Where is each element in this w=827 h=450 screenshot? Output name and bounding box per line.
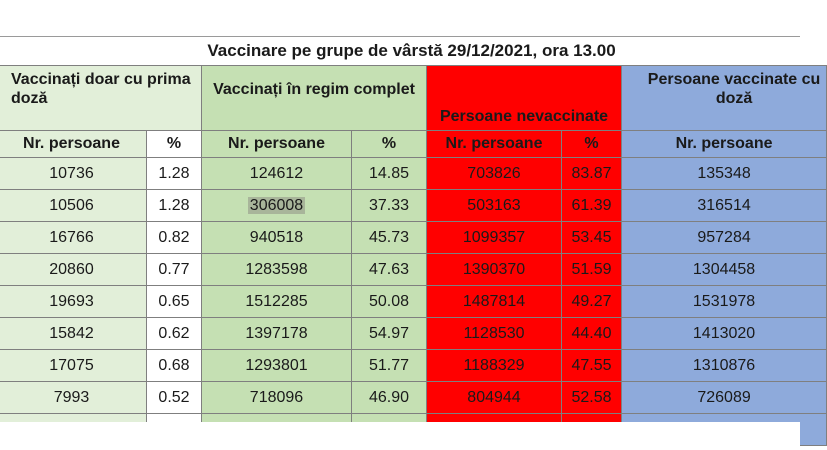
cell-unvaccinated-count: 1390370 xyxy=(427,254,562,286)
cell-booster-count: 135348 xyxy=(622,158,827,190)
cell-complete-count xyxy=(202,190,352,222)
header-booster: Persoane vaccinate cu doză xyxy=(622,66,827,131)
cell-unvaccinated-pct: 61.39 xyxy=(562,190,622,222)
cell-unvaccinated-count: 1128530 xyxy=(427,318,562,350)
cell-booster-count: 316514 xyxy=(622,190,827,222)
cell-unvaccinated-count: 804944 xyxy=(427,382,562,414)
cell-unvaccinated-pct: 49.27 xyxy=(562,286,622,318)
cell-complete-pct: 45.73 xyxy=(352,222,427,254)
cell-first-dose-pct: 1.28 xyxy=(147,190,202,222)
cell-unvaccinated-pct: 47.55 xyxy=(562,350,622,382)
subheader-pct-first-dose: % xyxy=(147,131,202,158)
cell-unvaccinated-pct: 52.58 xyxy=(562,382,622,414)
cell-first-dose-pct: 0.82 xyxy=(147,222,202,254)
subheader-count-complete: Nr. persoane xyxy=(202,131,352,158)
cell-complete-pct: 46.90 xyxy=(352,382,427,414)
cell-booster-count: 726089 xyxy=(622,382,827,414)
cell-first-dose-pct: 1.28 xyxy=(147,158,202,190)
cell-first-dose-count: 20860 xyxy=(0,254,147,286)
subheader-pct-unvaccinated: % xyxy=(562,131,622,158)
bottom-margin xyxy=(0,422,800,450)
table-row xyxy=(0,318,827,350)
cell-first-dose-pct: 0.77 xyxy=(147,254,202,286)
vaccination-table-sheet xyxy=(0,36,821,423)
cell-complete-pct: 54.97 xyxy=(352,318,427,350)
cell-first-dose-count: 17075 xyxy=(0,350,147,382)
cell-first-dose-count: 10506 xyxy=(0,190,147,222)
cell-booster-count: 957284 xyxy=(622,222,827,254)
cell-complete-count: 940518 xyxy=(202,222,352,254)
cell-complete-pct: 51.77 xyxy=(352,350,427,382)
cell-unvaccinated-count: 703826 xyxy=(427,158,562,190)
cell-booster-count: 1310876 xyxy=(622,350,827,382)
table-row xyxy=(0,222,827,254)
cell-unvaccinated-pct: 83.87 xyxy=(562,158,622,190)
cell-complete-count: 1293801 xyxy=(202,350,352,382)
cell-booster-count: 1304458 xyxy=(622,254,827,286)
table-title: Vaccinare pe grupe de vârstă 29/12/2021, ora 13.00 xyxy=(0,37,827,66)
cell-first-dose-count: 16766 xyxy=(0,222,147,254)
cell-unvaccinated-pct: 51.59 xyxy=(562,254,622,286)
cell-complete-pct: 14.85 xyxy=(352,158,427,190)
header-unvaccinated: Persoane nevaccinate xyxy=(427,66,622,131)
cell-unvaccinated-count: 503163 xyxy=(427,190,562,222)
header-complete: Vaccinați în regim complet xyxy=(202,66,427,131)
cell-first-dose-count: 10736 xyxy=(0,158,147,190)
table-row xyxy=(0,286,827,318)
cell-complete-pct: 50.08 xyxy=(352,286,427,318)
table-row xyxy=(0,350,827,382)
subheader-count-first-dose: Nr. persoane xyxy=(0,131,147,158)
cell-unvaccinated-pct: 44.40 xyxy=(562,318,622,350)
cell-complete-count: 1397178 xyxy=(202,318,352,350)
cell-complete-count: 1512285 xyxy=(202,286,352,318)
table-row xyxy=(0,254,827,286)
cell-unvaccinated-pct: 53.45 xyxy=(562,222,622,254)
cell-unvaccinated-count: 1487814 xyxy=(427,286,562,318)
cell-first-dose-pct: 0.62 xyxy=(147,318,202,350)
header-first-dose: Vaccinați doar cu prima doză xyxy=(0,66,202,131)
cell-booster-count: 1413020 xyxy=(622,318,827,350)
cell-complete-pct: 47.63 xyxy=(352,254,427,286)
cell-booster-count: 1531978 xyxy=(622,286,827,318)
table-row xyxy=(0,190,827,222)
cell-first-dose-count: 15842 xyxy=(0,318,147,350)
subheader-count-unvaccinated: Nr. persoane xyxy=(427,131,562,158)
cell-unvaccinated-count: 1099357 xyxy=(427,222,562,254)
cell-first-dose-pct: 0.52 xyxy=(147,382,202,414)
cell-unvaccinated-count: 1188329 xyxy=(427,350,562,382)
table-row xyxy=(0,382,827,414)
subheader-pct-complete: % xyxy=(352,131,427,158)
cell-complete-count: 1283598 xyxy=(202,254,352,286)
cell-first-dose-pct: 0.68 xyxy=(147,350,202,382)
cell-first-dose-count: 19693 xyxy=(0,286,147,318)
cell-first-dose-pct: 0.65 xyxy=(147,286,202,318)
vaccination-table xyxy=(0,37,827,446)
cell-first-dose-count: 7993 xyxy=(0,382,147,414)
cell-complete-pct: 37.33 xyxy=(352,190,427,222)
cell-complete-count: 718096 xyxy=(202,382,352,414)
subheader-count-booster: Nr. persoane xyxy=(622,131,827,158)
cell-complete-count: 124612 xyxy=(202,158,352,190)
highlighted-cell-value: 306008 xyxy=(249,196,304,214)
table-row xyxy=(0,158,827,190)
